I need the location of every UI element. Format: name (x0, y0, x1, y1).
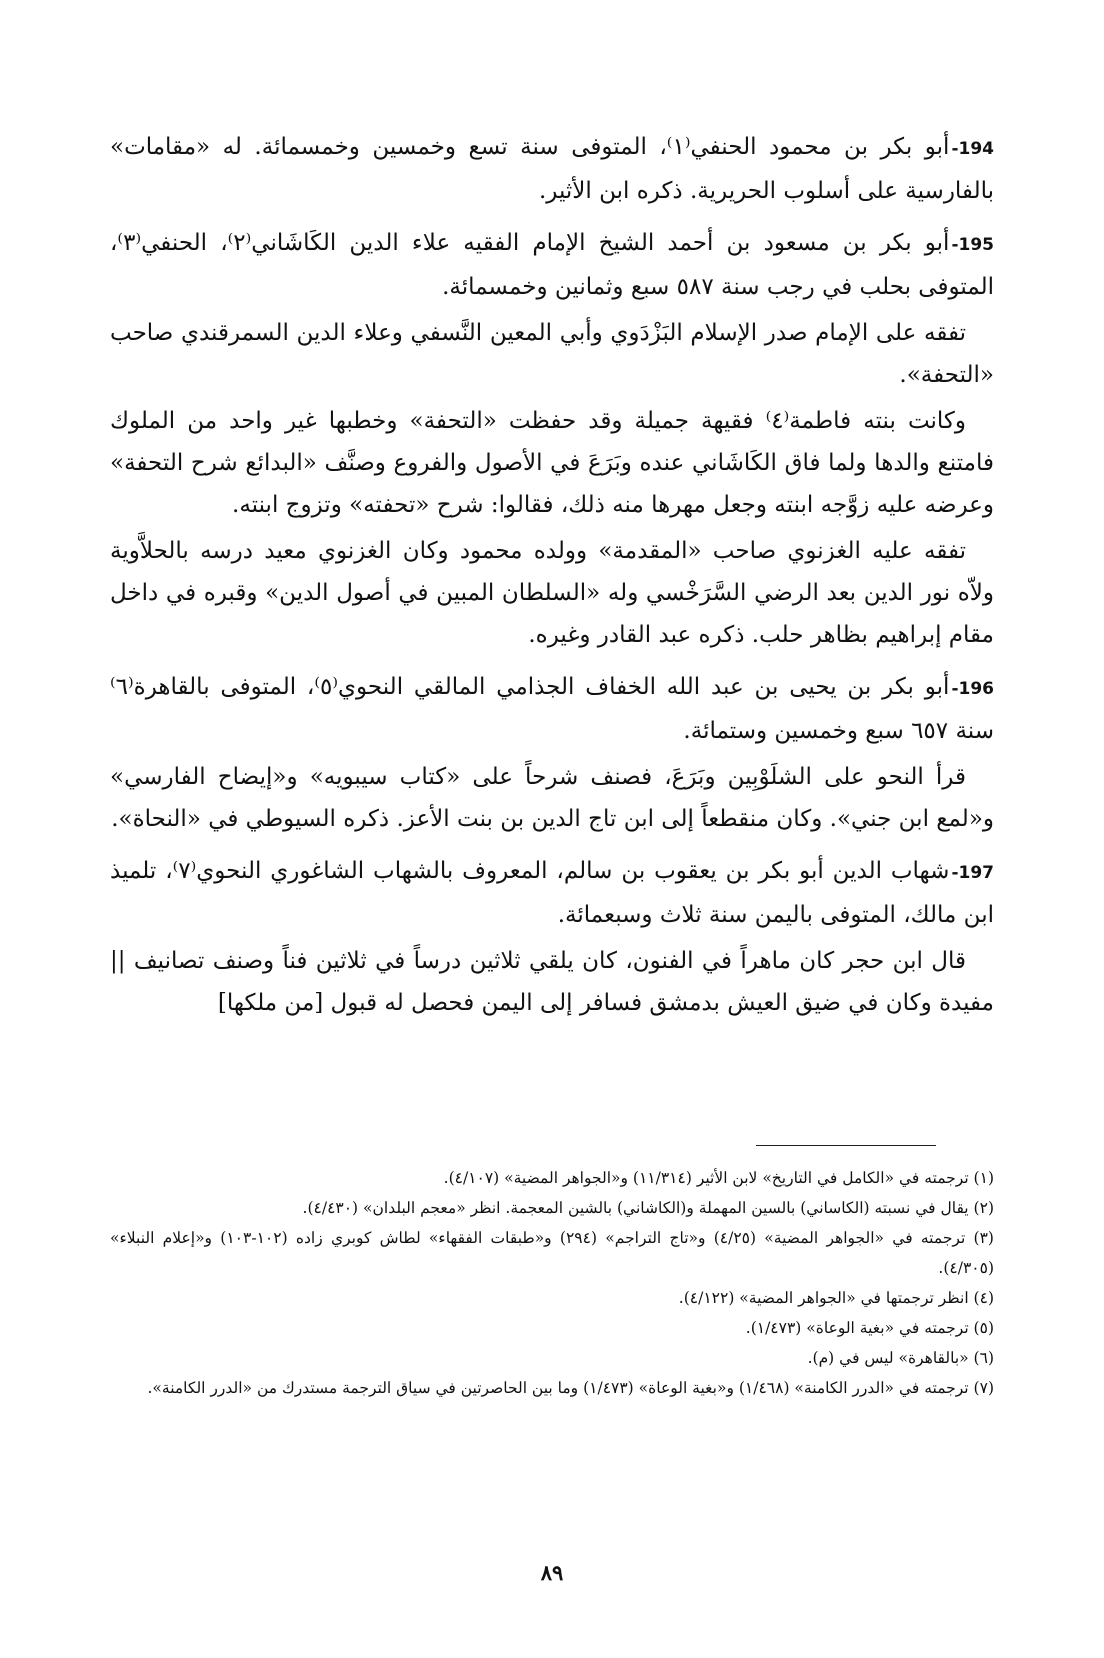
footnotes (110, 1163, 994, 1403)
entry-text: شهاب الدين أبو بكر بن يعقوب بن سالم، المعروف بالشهاب الشاغوري النحوي⁽٧⁾، تلميذ ابن مالك، المتوفى باليمن سنة ثلاث وسبعمائة. (110, 858, 994, 928)
entry-paragraph (110, 666, 994, 752)
entry-paragraph: قال ابن حجر كان ماهراً في الفنون، كان يلقي ثلاثين درساً في ثلاثين فناً وصنف تصانيف || مفيدة وكان في ضيق العيش بدمشق فسافر إلى اليمن فحصل له قبول [من ملكها] (110, 948, 994, 1016)
footnote-2: (٢) يقال في نسبته (الكاساني) بالسين المهملة و(الكاشاني) بالشين المعجمة. انظر «معجم البلدان» (٤/٤٣٠). (302, 1199, 994, 1217)
entry-number: 197- (951, 863, 994, 883)
entry-194 (110, 126, 994, 212)
entry-number: 195- (951, 235, 994, 255)
entry-text: أبو بكر بن مسعود بن أحمد الشيخ الإمام الفقيه علاء الدين الكَاشَاني⁽٢⁾، الحنفي⁽٣⁾، المتوفى بحلب في رجب سنة ٥٨٧ سبع وثمانين وخمسمائة. (110, 230, 994, 300)
entry-text: أبو بكر بن محمود الحنفي⁽١⁾، المتوفى سنة تسع وخمسين وخمسمائة. له «مقامات» بالفارسية على أسلوب الحريرية. ذكره ابن الأثير. (110, 134, 994, 204)
footnote-4: (٤) انظر ترجمتها في «الجواهر المضية» (٤/١٢٢). (678, 1289, 994, 1307)
entry-paragraph: تفقه عليه الغزنوي صاحب «المقدمة» وولده محمود وكان الغزنوي معيد درسه بالحلاَّوية ولاّه نور الدين بعد الرضي السَّرَخْسي وله «السلطان المبين في أصول الدين» وقبره في داخل مقام إبراهيم بظاهر حلب. ذكره عبد القادر وغيره. (110, 538, 994, 648)
footnote-divider (756, 1145, 936, 1146)
footnote-1: (١) ترجمته في «الكامل في التاريخ» لابن الأثير (١١/٣١٤) و«الجواهر المضية» (٤/١٠٧). (443, 1169, 994, 1187)
entry-195 (110, 222, 994, 656)
footnote-6: (٦) «بالقاهرة» ليس في (م). (807, 1349, 994, 1367)
entry-paragraph: قرأ النحو على الشلَوْبِين وبَرَعَ، فصنف شرحاً على «كتاب سيبويه» و«إيضاح الفارسي» و«لمع ابن جني». وكان منقطعاً إلى ابن تاج الدين بن بنت الأعز. ذكره السيوطي في «النحاة». (110, 764, 994, 832)
entry-196 (110, 666, 994, 840)
entry-paragraph (110, 222, 994, 308)
entry-paragraph (110, 126, 994, 212)
entry-number: 194- (951, 139, 994, 159)
page-number: ٨٩ (540, 1560, 564, 1585)
footnote-7: (٧) ترجمته في «الدرر الكامنة» (١/٤٦٨) و«بغية الوعاة» (١/٤٧٣) وما بين الحاصرتين في سياق الترجمة مستدرك من «الدرر الكامنة». (147, 1379, 994, 1397)
entry-paragraph: تفقه على الإمام صدر الإسلام البَزْدَوي وأبي المعين النَّسفي وعلاء الدين السمرقندي صاحب «التحفة». (110, 320, 994, 388)
footnote-3: (٣) ترجمته في «الجواهر المضية» (٤/٢٥) و«تاج التراجم» (٢٩٤) و«طبقات الفقهاء» لطاش كوبري زاده (١٠٢-١٠٣) و«إعلام النبلاء» (٤/٣٠٥). (110, 1229, 994, 1277)
entry-197 (110, 850, 994, 1024)
entry-text: أبو بكر بن يحيى بن عبد الله الخفاف الجذامي المالقي النحوي⁽٥⁾، المتوفى بالقاهرة⁽٦⁾ سنة ٦٥٧ سبع وخمسين وستمائة. (110, 674, 994, 744)
footnote-5: (٥) ترجمته في «بغية الوعاة» (١/٤٧٣). (745, 1319, 994, 1337)
entry-paragraph: وكانت بنته فاطمة⁽٤⁾ فقيهة جميلة وقد حفظت «التحفة» وخطبها غير واحد من الملوك فامتنع والدها ولما فاق الكَاشَاني عنده وبَرَعَ في الأصول والفروع وصنَّف «البدائع شرح التحفة» وعرضه عليه زوَّجه ابنته وجعل مهرها منه ذلك، فقالوا: شرح «تحفته» وتزوج ابنته. (110, 408, 994, 518)
entry-number: 196- (951, 679, 994, 699)
entry-paragraph (110, 850, 994, 936)
